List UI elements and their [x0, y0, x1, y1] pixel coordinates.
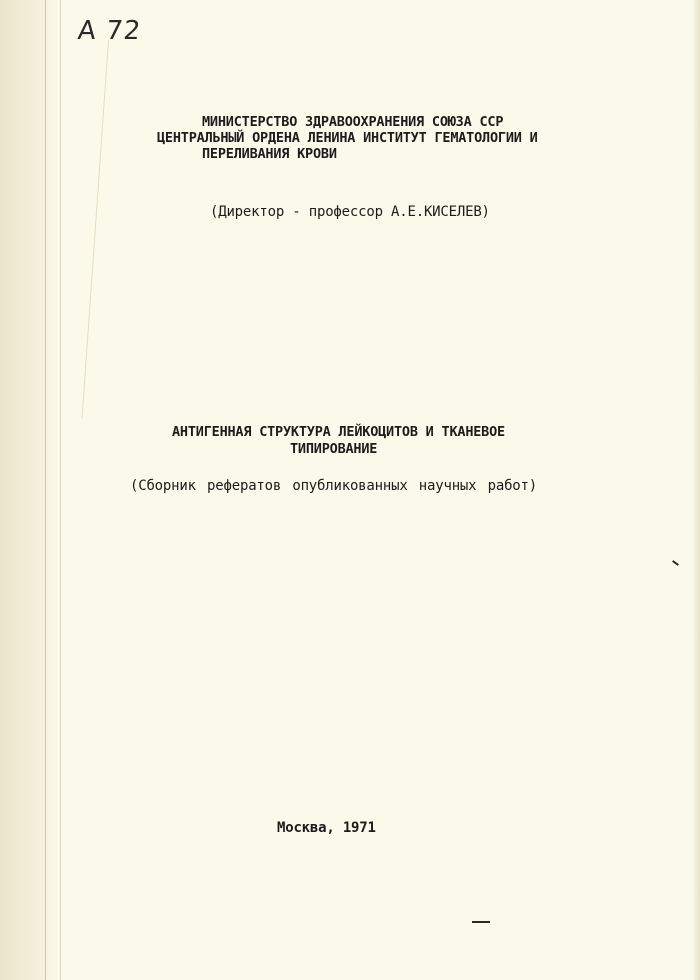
- ink-dash-mark: [472, 921, 490, 923]
- spine-shadow: [0, 0, 60, 980]
- fold-line: [45, 0, 46, 980]
- document-subtitle: (Сборник рефератов опубликованных научных работ): [130, 478, 537, 494]
- director-line: (Директор - профессор А.Е.КИСЕЛЕВ): [210, 204, 490, 220]
- paper-crease: [81, 40, 109, 419]
- document-title-line2: ТИПИРОВАНИЕ: [290, 441, 378, 457]
- ink-tick-mark: [672, 560, 679, 566]
- ministry-heading: МИНИСТЕРСТВО ЗДРАВООХРАНЕНИЯ СОЮЗА ССР: [202, 114, 504, 130]
- institute-heading-line2: ПЕРЕЛИВАНИЯ КРОВИ: [202, 146, 337, 162]
- fold-line: [60, 0, 61, 980]
- imprint-city-year: Москва, 1971: [277, 820, 376, 836]
- institute-heading-line1: ЦЕНТРАЛЬНЫЙ ОРДЕНА ЛЕНИНА ИНСТИТУТ ГЕМАТОЛОГИИ И: [157, 130, 538, 146]
- page-edge: [692, 0, 700, 980]
- document-title-line1: АНТИГЕННАЯ СТРУКТУРА ЛЕЙКОЦИТОВ И ТКАНЕВОЕ: [172, 424, 505, 440]
- handwritten-shelf-mark: A 72: [76, 16, 143, 46]
